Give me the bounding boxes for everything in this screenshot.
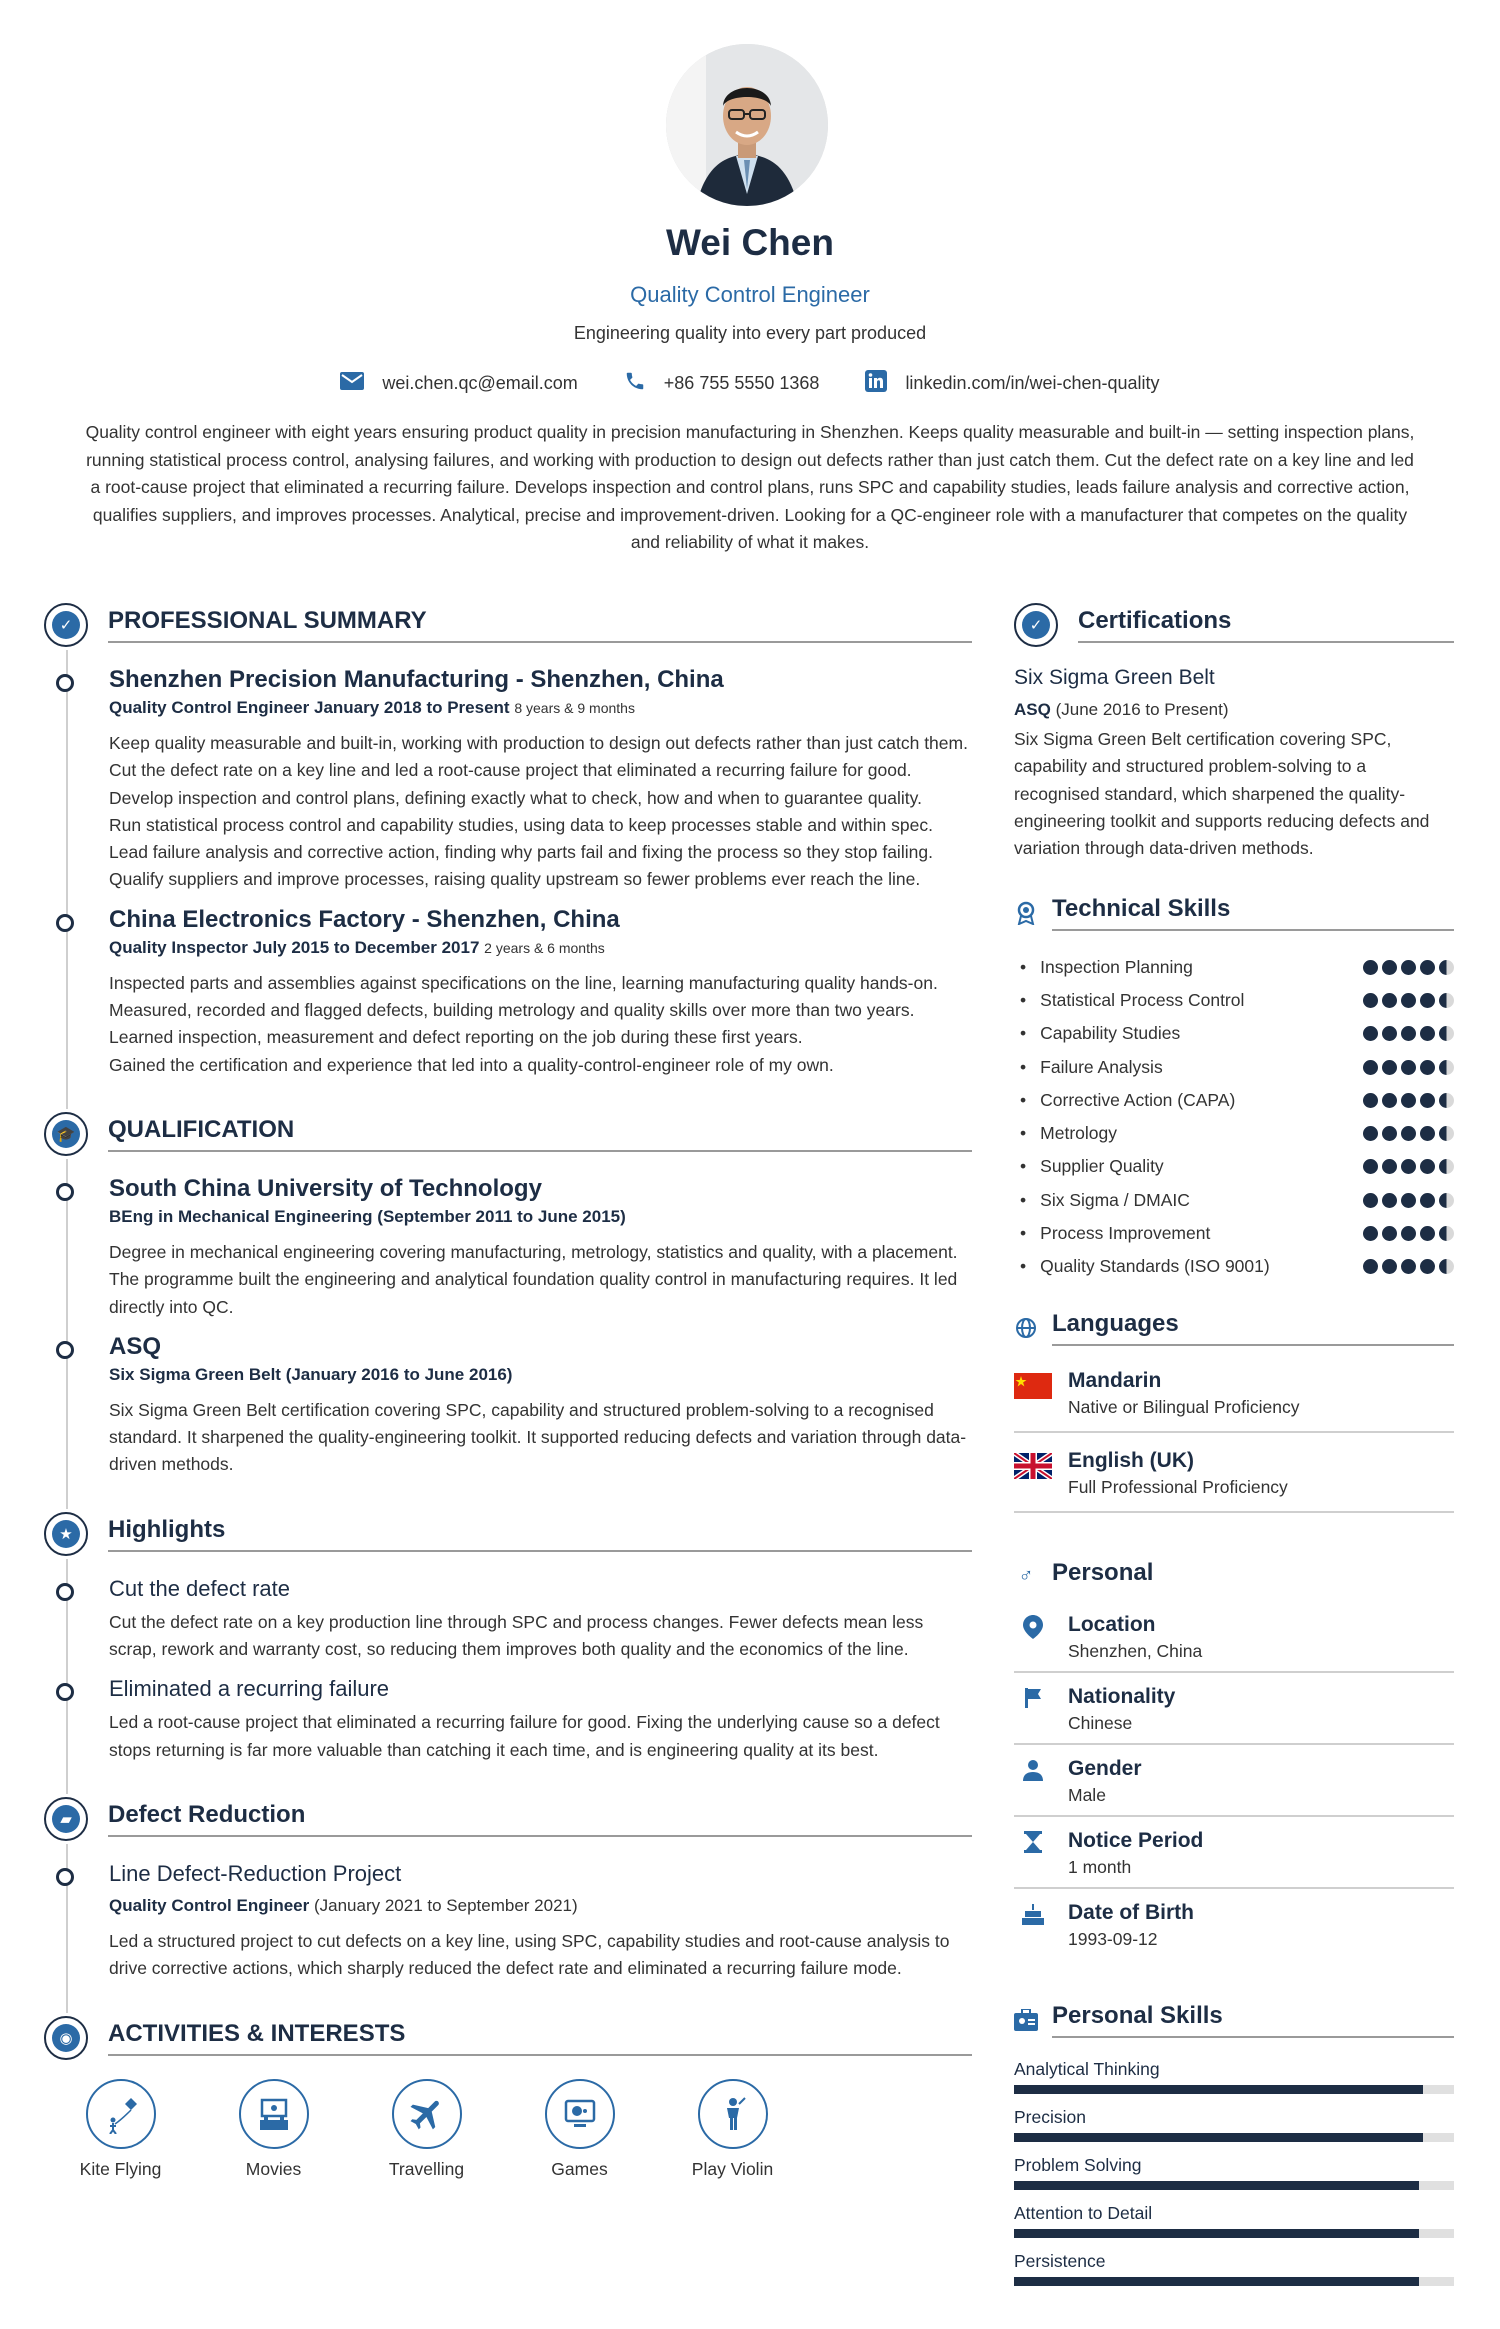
skill-rating [1363, 1259, 1454, 1274]
hourglass-icon [1014, 1831, 1052, 1859]
skill-item [1014, 1150, 1454, 1183]
left-column [44, 600, 972, 2180]
personal-skills-header [1014, 1995, 1454, 2045]
technical-skills-header [1014, 888, 1454, 938]
skill-bar-track [1014, 2277, 1454, 2286]
email-icon [340, 372, 364, 395]
skill-bar-track [1014, 2229, 1454, 2238]
china-flag-icon [1014, 1373, 1052, 1399]
highlight-entry [109, 1573, 972, 1664]
timeline-node [56, 914, 74, 932]
skill-item [1014, 1084, 1454, 1117]
movie-icon [239, 2079, 309, 2149]
experience-timeline [44, 650, 972, 1109]
personal-skill-label: Persistence [1014, 2251, 1106, 2272]
section-title: QUALIFICATION [108, 1116, 972, 1152]
section-title: Personal [1052, 1559, 1154, 1587]
skill-item [1014, 950, 1454, 983]
profile-photo [666, 44, 828, 206]
activities-header [44, 2013, 972, 2063]
personal-skill-label: Precision [1014, 2107, 1086, 2128]
skill-item [1014, 1017, 1454, 1050]
id-badge-icon [1014, 2008, 1038, 2032]
skill-label: • Capability Studies [1014, 1023, 1180, 1044]
intro-summary: Quality control engineer with eight years ensuring product quality in precision manufacturing in Shenzhen. Keeps quality measurable and built-in — setting inspection plans, running statistical process control, analysing failures, and working with production to design out defects rather than just catch them. Cut the defect rate on a key line and led a root-cause project that eliminated a recurring failure. Develops inspection and control plans, runs SPC and capability studies, leads failure analysis and corrective action, qualifies suppliers, and improves processes. Analytical, precise and improvement-driven. Looking for a QC-engineer role with a manufacturer that competes on the quality and reliability of what it makes. [85, 422, 1415, 552]
language-name: English (UK) [1068, 1449, 1194, 1473]
skill-item [1014, 1184, 1454, 1217]
section-title: Languages [1052, 1310, 1454, 1346]
degree-meta [109, 1205, 972, 1229]
job-dates: January 2018 to Present [313, 698, 510, 717]
education-entry [109, 1173, 972, 1321]
globe-icon [1014, 1316, 1038, 1340]
skill-item [1014, 1050, 1454, 1083]
certification-dates: (June 2016 to Present) [1055, 700, 1229, 719]
highlight-body: Led a root-cause project that eliminated a recurring failure for good. Fixing the underlying cause so a defect stops returning is far more valuable than catching it each time, and is engineering quality at its best. [109, 1712, 940, 1760]
contact-email[interactable] [340, 370, 577, 397]
skill-rating [1363, 1026, 1454, 1041]
timeline-node [56, 674, 74, 692]
degree-meta [109, 1363, 972, 1387]
certification-name: Six Sigma Green Belt [1014, 666, 1215, 689]
personal-label: Date of Birth [1068, 1901, 1194, 1925]
languages-header [1014, 1303, 1454, 1353]
kite-icon [86, 2079, 156, 2149]
skill-rating [1363, 960, 1454, 975]
school-name: ASQ [109, 1332, 162, 1360]
skill-rating [1363, 1226, 1454, 1241]
male-symbol-icon: ♂ [1018, 1564, 1034, 1587]
skill-rating [1363, 993, 1454, 1008]
activities-list [44, 2079, 972, 2180]
skill-label: • Quality Standards (ISO 9001) [1014, 1256, 1270, 1277]
person-icon [1014, 1759, 1052, 1787]
personal-skill-label: Analytical Thinking [1014, 2059, 1160, 2080]
skill-label: • Inspection Planning [1014, 957, 1193, 978]
skill-rating [1363, 1193, 1454, 1208]
palette-icon: ◉ [44, 2016, 88, 2060]
project-meta [109, 1894, 972, 1918]
job-description: Inspected parts and assemblies against specifications on the line, learning manufacturing quality hands-on. Measured, recorded and flagged defects, building metrology and quality skills over more than two years. Learned inspection, measurement and defect reporting on the job during these first years. Gained the certification and experience that led into a quality-control-engineer role of my own. [109, 972, 938, 1075]
job-position: Quality Control Engineer [109, 698, 310, 717]
tagline: Engineering quality into every part produced [573, 323, 927, 343]
skill-label: • Corrective Action (CAPA) [1014, 1090, 1235, 1111]
experience-header [44, 600, 972, 650]
skill-bar-track [1014, 2085, 1454, 2094]
section-title: ACTIVITIES & INTERESTS [108, 2020, 972, 2056]
skill-bar-fill [1014, 2229, 1419, 2238]
section-title: Certifications [1078, 607, 1454, 643]
project-timeline [44, 1844, 972, 2013]
badge-check-icon: ✓ [44, 603, 88, 647]
job-company: China Electronics Factory - Shenzhen, China [109, 905, 620, 933]
badge-check-icon: ✓ [1014, 603, 1058, 647]
project-name: Line Defect-Reduction Project [109, 1860, 402, 1886]
cake-icon [1014, 1903, 1052, 1931]
right-column [1014, 600, 1454, 2297]
activity-item [503, 2079, 656, 2180]
graduation-cap-icon: 🎓 [44, 1112, 88, 1156]
gamepad-icon [545, 2079, 615, 2149]
skill-label: • Statistical Process Control [1014, 990, 1244, 1011]
email-text: wei.chen.qc@email.com [382, 373, 578, 393]
activity-label: Travelling [388, 2158, 465, 2179]
personal-item [1014, 1745, 1454, 1817]
personal-item [1014, 1673, 1454, 1745]
section-title: Defect Reduction [108, 1801, 972, 1837]
personal-skill-item [1014, 2057, 1454, 2094]
personal-value: 1 month [1068, 1857, 1132, 1878]
personal-value: 1993-09-12 [1068, 1929, 1158, 1950]
highlights-timeline [44, 1559, 972, 1794]
degree-description: Degree in mechanical engineering covering manufacturing, metrology, statistics and quality, with a placement. The programme built the engineering and analytical foundation quality control in manufacturing requires. It led directly into QC. [109, 1241, 958, 1317]
personal-value: Shenzhen, China [1068, 1641, 1203, 1662]
job-duration: 8 years & 9 months [514, 700, 635, 716]
timeline-node [56, 1683, 74, 1701]
skill-rating [1363, 1060, 1454, 1075]
skill-label: • Failure Analysis [1014, 1057, 1163, 1078]
flag-icon [1014, 1687, 1052, 1715]
personal-header [1014, 1551, 1454, 1601]
personal-skill-label: Attention to Detail [1014, 2203, 1153, 2224]
personal-item [1014, 1601, 1454, 1673]
personal-label: Location [1068, 1613, 1156, 1637]
job-company: Shenzhen Precision Manufacturing - Shenzhen, China [109, 666, 724, 693]
job-meta [109, 696, 972, 720]
personal-item [1014, 1817, 1454, 1889]
personal-skill-item [1014, 2249, 1454, 2286]
skill-bar-fill [1014, 2085, 1423, 2094]
qualification-header [44, 1109, 972, 1159]
personal-skill-item [1014, 2153, 1454, 2190]
section-title: PROFESSIONAL SUMMARY [108, 607, 972, 643]
technical-skills-list [1014, 938, 1454, 1303]
personal-label: Nationality [1068, 1685, 1176, 1709]
linkedin-icon [865, 370, 887, 397]
personal-item [1014, 1889, 1454, 1959]
personal-label: Gender [1068, 1757, 1142, 1781]
contact-phone[interactable] [624, 370, 820, 397]
activity-item [44, 2079, 197, 2180]
certification-meta [1014, 698, 1454, 722]
personal-label: Notice Period [1068, 1829, 1204, 1853]
activity-label: Movies [245, 2158, 302, 2179]
section-title: Highlights [108, 1516, 972, 1552]
activity-label: Play Violin [691, 2158, 774, 2179]
qualification-timeline [44, 1159, 972, 1509]
skill-label: • Metrology [1014, 1123, 1117, 1144]
timeline-node [56, 1583, 74, 1601]
star-hand-icon: ★ [44, 1512, 88, 1556]
certification-entry [1014, 650, 1454, 888]
skill-label: • Six Sigma / DMAIC [1014, 1190, 1190, 1211]
job-meta [109, 936, 972, 960]
skill-rating [1363, 1126, 1454, 1141]
certifications-header [1014, 600, 1454, 650]
phone-text: +86 755 5550 1368 [663, 373, 820, 393]
section-title: Personal Skills [1052, 2002, 1454, 2038]
skill-bar-fill [1014, 2181, 1419, 2190]
certification-body: Six Sigma Green Belt certification covering SPC, capability and structured problem-solving to a recognised standard, which sharpened the quality-engineering toolkit and supports reducing defects and variation through data-driven methods. [1014, 729, 1430, 859]
language-name: Mandarin [1068, 1369, 1162, 1393]
degree-dates: (September 2011 to June 2015) [377, 1206, 626, 1226]
timeline-node [56, 1341, 74, 1359]
folder-icon: ▰ [44, 1797, 88, 1841]
contact-row [0, 370, 1500, 397]
job-entry [109, 664, 972, 894]
timeline-node [56, 1868, 74, 1886]
degree-description: Six Sigma Green Belt certification covering SPC, capability and structured problem-solving to a recognised standard. It sharpened the quality-engineering toolkit. It supported reducing defects and variation through data-driven methods. [109, 1399, 967, 1475]
school-name: South China University of Technology [109, 1174, 542, 1202]
project-role: Quality Control Engineer [109, 1895, 310, 1915]
skill-rating [1363, 1093, 1454, 1108]
skill-item [1014, 1117, 1454, 1150]
highlight-entry [109, 1673, 972, 1764]
job-position: Quality Inspector [109, 937, 248, 957]
degree-name: BEng in Mechanical Engineering [109, 1206, 373, 1226]
language-level: Full Professional Proficiency [1068, 1477, 1288, 1498]
personal-skill-item [1014, 2201, 1454, 2238]
project-dates: (January 2021 to September 2021) [313, 1895, 578, 1915]
linkedin-text: linkedin.com/in/wei-chen-quality [905, 373, 1160, 393]
skill-rating [1363, 1159, 1454, 1174]
activity-item [656, 2079, 809, 2180]
highlight-title: Cut the defect rate [109, 1575, 290, 1601]
degree-name: Six Sigma Green Belt [109, 1364, 281, 1384]
activity-item [350, 2079, 503, 2180]
activity-item [197, 2079, 350, 2180]
skill-bar-fill [1014, 2133, 1423, 2142]
certification-issuer: ASQ [1014, 700, 1051, 719]
timeline-node [56, 1183, 74, 1201]
language-item [1014, 1353, 1454, 1433]
skill-bar-track [1014, 2181, 1454, 2190]
activity-label: Kite Flying [79, 2158, 162, 2179]
skill-item [1014, 1217, 1454, 1250]
contact-linkedin[interactable] [865, 370, 1159, 397]
personal-value: Chinese [1068, 1713, 1133, 1734]
candidate-role: Quality Control Engineer [630, 282, 870, 307]
activity-label: Games [551, 2158, 608, 2179]
language-level: Native or Bilingual Proficiency [1068, 1397, 1300, 1418]
skill-item [1014, 984, 1454, 1017]
highlights-header [44, 1509, 972, 1559]
project-body: Led a structured project to cut defects on a key line, using SPC, capability studies and root-cause analysis to drive corrective actions, which sharply reduced the defect rate and eliminated a recurring failure mode. [109, 1930, 950, 1979]
personal-value: Male [1068, 1785, 1106, 1806]
violin-icon [698, 2079, 768, 2149]
airplane-icon [392, 2079, 462, 2149]
skill-label: • Process Improvement [1014, 1223, 1210, 1244]
skill-label: • Supplier Quality [1014, 1156, 1164, 1177]
project-entry [109, 1858, 972, 1983]
personal-skill-item [1014, 2105, 1454, 2142]
job-duration: 2 years & 6 months [484, 939, 605, 956]
skill-bar-fill [1014, 2277, 1419, 2286]
personal-skills-list [1014, 2045, 1454, 2286]
skill-bar-track [1014, 2133, 1454, 2142]
personal-skill-label: Problem Solving [1014, 2155, 1142, 2176]
location-pin-icon [1014, 1615, 1052, 1645]
skill-item [1014, 1250, 1454, 1283]
degree-dates: (January 2016 to June 2016) [285, 1364, 513, 1384]
project-header [44, 1794, 972, 1844]
highlight-title: Eliminated a recurring failure [109, 1676, 390, 1702]
job-dates: July 2015 to December 2017 [252, 937, 480, 957]
job-description: Keep quality measurable and built-in, working with production to design out defects rather than just catch them. Cut the defect rate on a key line and led a root-cause project that eliminated a recurring failure for good. Develop inspection and control plans, defining exactly what to check, how and when to guarantee quality. Run statistical process control and capability studies, using data to keep processes stable and within spec. Lead failure analysis and corrective action, finding why parts fail and fixing the process so they stop failing. Qualify suppliers and improve processes, raising quality upstream so fewer problems ever reach the line. [109, 733, 968, 890]
language-item [1014, 1433, 1454, 1513]
uk-flag-icon [1014, 1453, 1052, 1479]
highlight-body: Cut the defect rate on a key production line through SPC and process changes. Fewer defects mean less scrap, rework and warranty cost, so reducing them improves both quality and the economics of the line. [109, 1611, 924, 1660]
phone-icon [624, 370, 646, 397]
job-entry [109, 904, 972, 1079]
candidate-name: Wei Chen [666, 222, 834, 263]
education-entry [109, 1331, 972, 1479]
award-ribbon-icon [1014, 901, 1038, 925]
section-title: Technical Skills [1052, 895, 1454, 931]
